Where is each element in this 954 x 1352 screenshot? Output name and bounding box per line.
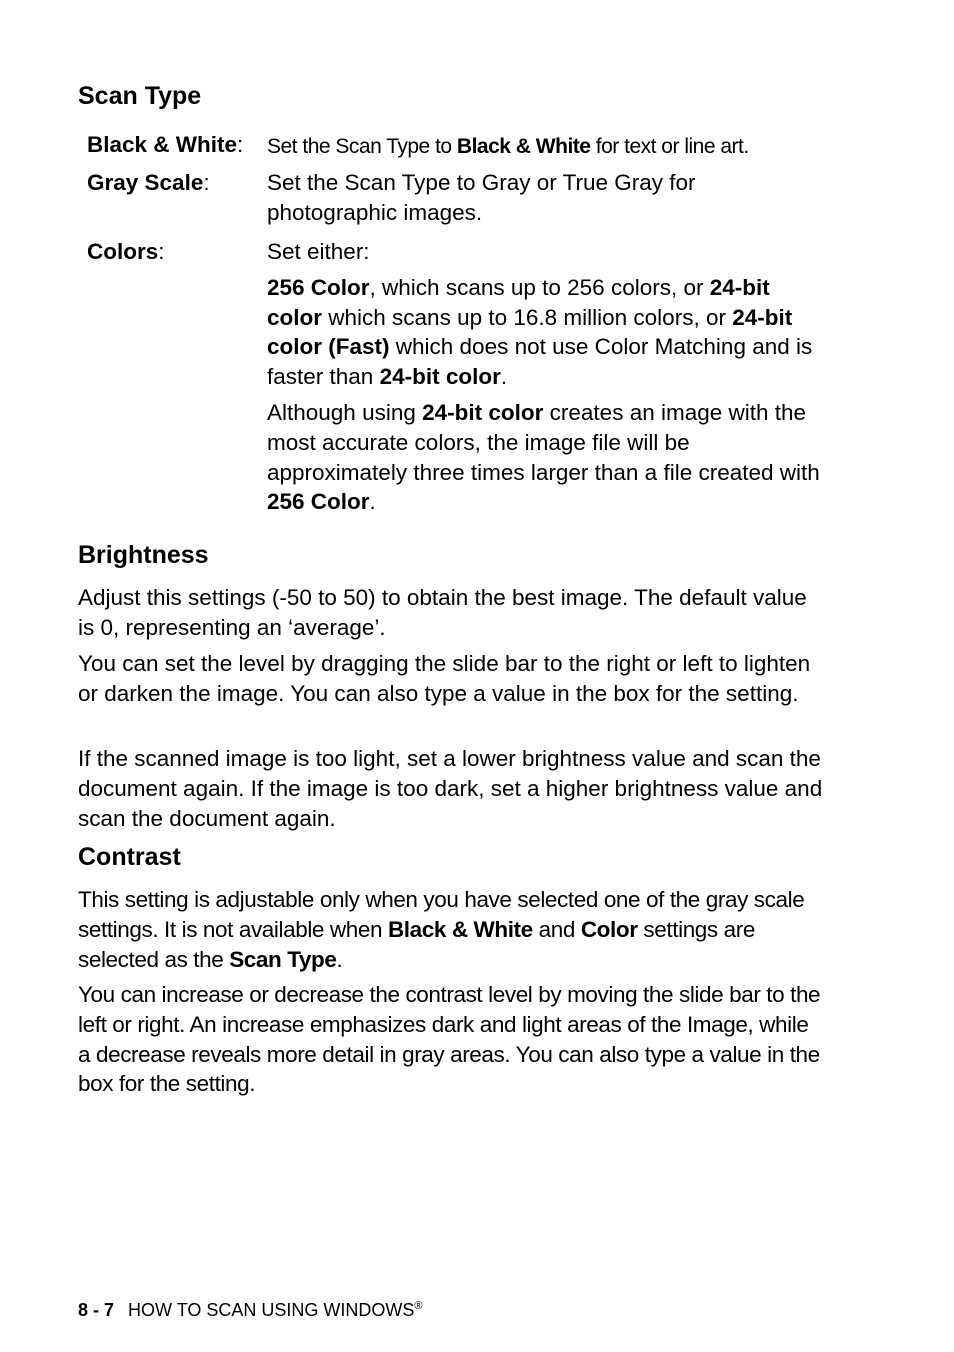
desc-colors: Set either: 256 Color, which scans up to 256 colors, or 24-bit color which scans up to 16.8 million colors, or 24-bit color (Fast) which does not use Color Matching and is faster than 24-bit color. Although using 24-bit color creates an image with the most accurate colors, the image file will be approximately three times larger than a file created with 256 Color.	[267, 237, 823, 523]
chapter-title: HOW TO SCAN USING WINDOWS	[128, 1300, 415, 1320]
term-gray-scale: Gray Scale:	[87, 170, 210, 195]
page-footer	[78, 1300, 422, 1321]
contrast-paragraph-1: This setting is adjustable only when you have selected one of the gray scale settings. It is not available when Black & White and Color settings are selected as the Scan Type.	[78, 887, 805, 972]
term-colors: Colors:	[87, 239, 165, 264]
desc-black-white: Set the Scan Type to Black & White for text or line art.	[267, 135, 749, 158]
page-number: 8 - 7	[78, 1300, 115, 1320]
colors-note: Although using 24-bit color creates an image with the most accurate colors, the image file will be approximately three times larger than a file created with 256 Color.	[267, 399, 820, 515]
heading-brightness: Brightness	[78, 541, 209, 569]
heading-scan-type: Scan Type	[78, 82, 202, 110]
colors-option-list: 256 Color, which scans up to 256 colors, or 24-bit color which scans up to 16.8 million colors, or 24-bit color (Fast) which does not use Color Matching and is faster than 24-bit color.	[267, 274, 813, 390]
brightness-paragraph-2: You can set the level by dragging the slide bar to the right or left to lighten or darken the image. You can also type a value in the box for the setting.	[78, 651, 811, 706]
contrast-paragraph-2: You can increase or decrease the contrast level by moving the slide bar to the left or right. An increase emphasizes dark and light areas of the Image, while a decrease reveals more detail in gray areas. You can also type a value in the box for the setting.	[78, 982, 821, 1097]
term-black-white: Black & White:	[87, 132, 244, 157]
brightness-paragraph-1: Adjust this settings (-50 to 50) to obtain the best image. The default value is 0, representing an ‘average’.	[78, 585, 807, 640]
brightness-paragraph-3: If the scanned image is too light, set a lower brightness value and scan the document again. If the image is too dark, set a higher brightness value and scan the document again.	[78, 746, 823, 831]
registered-mark: ®	[414, 1300, 423, 1312]
heading-contrast: Contrast	[78, 843, 181, 871]
desc-gray-scale: Set the Scan Type to Gray or True Gray for photographic images.	[267, 170, 696, 225]
